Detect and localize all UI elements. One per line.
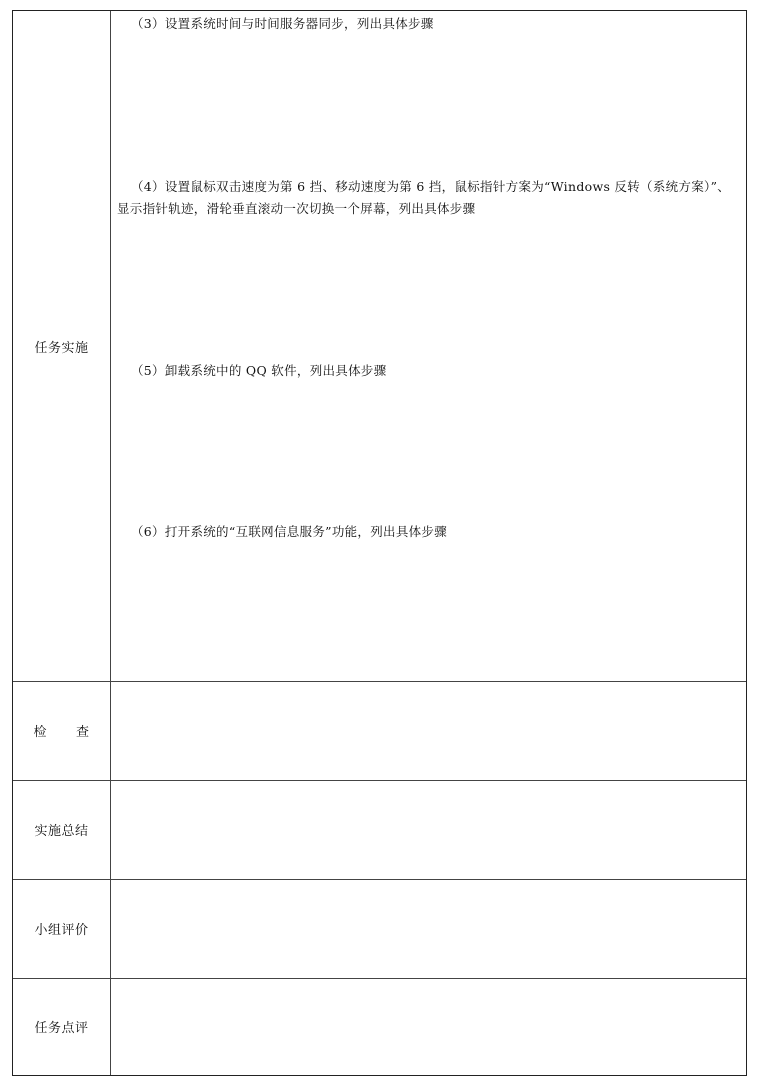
group-eval-row [13, 879, 746, 978]
check-label [34, 721, 90, 740]
task-step-3: （3）设置系统时间与时间服务器同步，列出具体步骤 [131, 16, 434, 31]
implementation-content-cell [111, 11, 746, 681]
check-row [13, 681, 746, 780]
task-comment-label: 任务点评 [34, 1021, 89, 1036]
summary-label: 实施总结 [34, 824, 89, 839]
implementation-label-cell [13, 11, 111, 681]
summary-row [13, 780, 746, 879]
task-step-5: （5）卸载系统中的 QQ 软件，列出具体步骤 [131, 363, 387, 378]
task-form-table [12, 10, 747, 1076]
check-label-cell [13, 681, 111, 780]
check-label-char-1: 检 [33, 725, 48, 740]
summary-content-cell[interactable] [111, 780, 746, 879]
implementation-row [13, 11, 746, 681]
group-eval-content-cell[interactable] [111, 879, 746, 978]
task-comment-row [13, 978, 746, 1075]
summary-label-cell [13, 780, 111, 879]
task-step-4: （4）设置鼠标双击速度为第 6 挡、移动速度为第 6 挡，鼠标指针方案为“Windows 反转（系统方案）”、显示指针轨迹，滑轮垂直滚动一次切换一个屏幕，列出具体步骤 [117, 179, 731, 216]
task-comment-content-cell[interactable] [111, 978, 746, 1075]
implementation-label: 任务实施 [34, 340, 89, 356]
task-step-6: （6）打开系统的“互联网信息服务”功能，列出具体步骤 [131, 524, 448, 539]
group-eval-label: 小组评价 [34, 923, 89, 938]
task-comment-label-cell [13, 978, 111, 1075]
check-label-char-2: 查 [75, 725, 90, 740]
check-content-cell[interactable] [111, 681, 746, 780]
group-eval-label-cell [13, 879, 111, 978]
